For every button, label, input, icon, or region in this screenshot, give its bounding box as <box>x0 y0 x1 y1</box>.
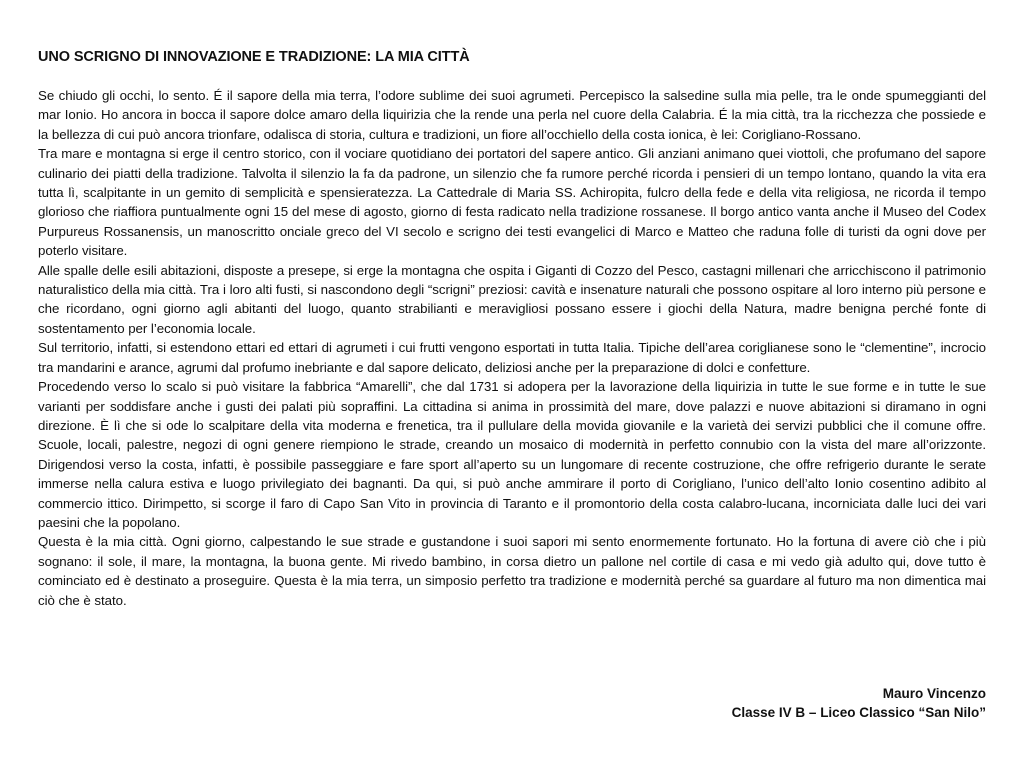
document-body <box>38 86 986 610</box>
paragraph: Questa è la mia città. Ogni giorno, calpestando le sue strade e gustandone i suoi sapori mi sento enormemente fortunato. Ho la fortuna di avere ciò che i più sognano: il sole, il mare, la montagna, la buona gente. Mi rivedo bambino, in corsa dietro un pallone nel cortile di casa e mi vedo già adulto qui, dove tutto è cominciato ed è destinato a proseguire. Questa è la mia terra, un simposio perfetto tra tradizione e modernità perché sa guardare al futuro ma non dimentica mai ciò che è stato. <box>38 534 986 608</box>
signature-block <box>732 684 986 722</box>
paragraph: Alle spalle delle esili abitazioni, disposte a presepe, si erge la montagna che ospita i Giganti di Cozzo del Pesco, castagni millenari che arricchiscono il patrimonio naturalistico della mia città. Tra i loro alti fusti, si nascondono degli “scrigni” preziosi: cavità e insenature naturali che possono ospitare al loro interno più persone e che ricordano, ogni giorno agli abitanti del luogo, quanto strabilianti e meravigliosi possano essere i giochi della Natura, madre benigna perché fonte di sostentamento per l’economia locale. <box>38 262 986 336</box>
paragraph: Sul territorio, infatti, si estendono ettari ed ettari di agrumeti i cui frutti vengono esportati in tutta Italia. Tipiche dell’area coriglianese sono le “clementine”, incrocio tra mandarini e arance, agrumi dal profumo inebriante e dal sapore delicato, deliziosi anche per la preparazione di dolci e confetture. <box>38 340 986 375</box>
author-name: Mauro Vincenzo <box>882 686 986 701</box>
paragraph: Tra mare e montagna si erge il centro storico, con il vociare quotidiano dei portatori del sapere antico. Gli anziani animano quei viottoli, che profumano del sapore culinario dei piatti della tradizione. Talvolta il silenzio la fa da padrone, un silenzio che fa rumore perché ricorda i pensieri di un tempo lontano, quando la vita era tutta lì, scalpitante in un gemito di semplicità e spensieratezza. La Cattedrale di Maria SS. Achiropita, fulcro della fede e della vita religiosa, ne ricorda il tempo glorioso che riaffiora puntualmente ogni 15 del mese di agosto, giorno di festa radicato nella tradizione rossanese. Il borgo antico vanta anche il Museo del Codex Purpureus Rossanensis, un manoscritto onciale greco del VI secolo e scrigno dei testi evangelici di Marco e Matteo che raduna folle di turisti da ogni dove per poterlo visitare. <box>38 146 986 259</box>
paragraph: Procedendo verso lo scalo si può visitare la fabbrica “Amarelli”, che dal 1731 si adopera per la lavorazione della liquirizia in tutte le sue forme e in tutte le sue varianti per soddisfare anche i gusti dei palati più sopraffini. La cittadina si anima in prossimità del mare, dove palazzi e nuove abitazioni si diramano in ogni direzione. È lì che si ode lo scalpitare della vita moderna e frenetica, tra il pullulare della movida giovanile e la varietà dei servizi pubblici che il comune offre. Scuole, locali, palestre, negozi di ogni genere riempiono le strade, creando un mosaico di modernità in perfetto connubio con la vista del mare all’orizzonte. Dirigendosi verso la costa, infatti, è possibile passeggiare e fare sport all’aperto su un lungomare di recente costruzione, che offre refrigerio durante le serate immerse nella calura estiva e luogo privilegiato dei bagnanti. Da qui, si può anche ammirare il porto di Corigliano, l’unico dell’alto Ionio cosentino adibito al commercio ittico. Dirimpetto, si scorge il faro di Capo San Vito in provincia di Taranto e il promontorio della costa calabro-lucana, incorniciata dalle luci dei vari paesini che la popolano. <box>38 379 986 530</box>
document-title: UNO SCRIGNO DI INNOVAZIONE E TRADIZIONE: LA MIA CITTÀ <box>38 49 470 65</box>
paragraph: Se chiudo gli occhi, lo sento. É il sapore della mia terra, l’odore sublime dei suoi agrumeti. Percepisco la salsedine sulla mia pelle, tra le onde spumeggianti del mar Ionio. Ho ancora in bocca il sapore dolce amaro della liquirizia che la rende una perla nel cuore della Calabria. É la mia città, tra la ricchezza che possiede e la bellezza di cui può ancora trionfare, odalisca di storia, cultura e tradizioni, un fiore all’occhiello della costa ionica, è lei: Corigliano-Rossano. <box>38 88 986 142</box>
class-school: Classe IV B – Liceo Classico “San Nilo” <box>731 705 986 720</box>
document-page <box>38 48 986 610</box>
